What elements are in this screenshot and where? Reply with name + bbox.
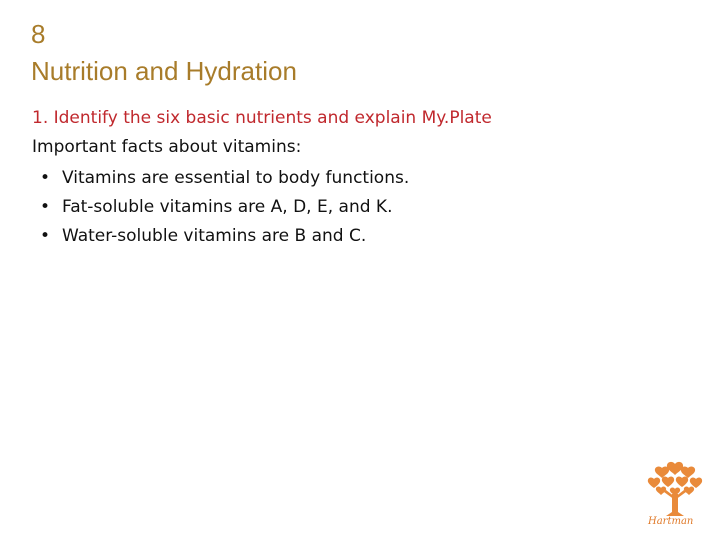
vitamin-facts-list	[40, 164, 409, 251]
chapter-title: Nutrition and Hydration	[31, 56, 297, 86]
publisher-logo-text: Hartman	[648, 516, 694, 527]
bullet-icon: •	[40, 197, 51, 217]
chapter-number: 8	[31, 19, 46, 49]
bullet-icon: •	[40, 168, 51, 188]
bullet-icon: •	[40, 226, 51, 246]
learning-objective: 1. Identify the six basic nutrients and explain My.Plate	[32, 108, 492, 128]
facts-intro: Important facts about vitamins:	[32, 137, 302, 157]
list-item: • Water-soluble vitamins are B and C.	[40, 222, 409, 251]
list-item: • Vitamins are essential to body functions.	[40, 164, 409, 193]
list-item: • Fat-soluble vitamins are A, D, E, and K.	[40, 193, 409, 222]
